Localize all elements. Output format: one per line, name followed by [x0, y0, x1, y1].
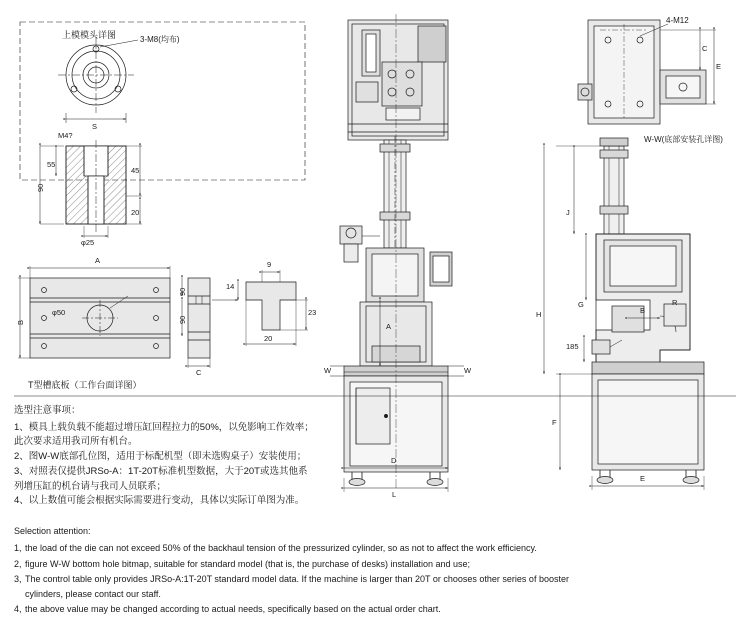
note-cn-1: 1、模具上载负载不能超过增压缸回程拉力的50%，以免影响工作效率；此次要求适用我司所有机台。 [14, 421, 314, 448]
note-en-1-num: 1, [14, 543, 22, 554]
dim-h-side: H [536, 310, 542, 319]
notes-english-title: Selection attention: [14, 526, 91, 536]
top-die-section-view [40, 140, 142, 238]
side-view-machine [544, 138, 704, 490]
dim-90: 90 [36, 183, 45, 192]
dim-r: R [672, 298, 678, 307]
dim-s: S [92, 122, 98, 131]
note-en-2-text: figure W-W bottom hole bitmap, suitable for standard model (that is, the purchase of desks) installation and use; [25, 558, 471, 569]
dim-9: 9 [267, 260, 272, 269]
top-die-top-view [58, 37, 138, 123]
note-en-1-text: the load of the die can not exceed 50% of the backhaul tension of the pressurized cylinder, so as not to affect the work efficiency. [25, 543, 537, 554]
note-en-4-text: the above value may be changed according to actual needs, specifically based on the actual order chart. [25, 603, 441, 614]
dim-thread: M4? [58, 131, 73, 140]
top-die-hole-note: 3-M8(均布) [140, 35, 180, 44]
notes-chinese [14, 404, 314, 509]
dim-w-left: W [324, 366, 332, 375]
dim-c-plate: C [196, 368, 202, 377]
dim-23: 23 [308, 308, 317, 317]
dim-l: L [392, 490, 397, 499]
dim-185: 185 [566, 342, 579, 351]
dim-90-a: 90 [178, 315, 187, 324]
note-en-4-num: 4, [14, 603, 22, 614]
note-en-3 [14, 572, 574, 601]
dim-dia25: φ25 [81, 238, 95, 247]
t-slot-plate-side-view [182, 278, 238, 368]
dim-f: F [552, 418, 557, 427]
dim-b-plate: B [16, 319, 25, 325]
top-die-detail-title: 上模模头详图 [62, 30, 117, 40]
notes-chinese-title: 选型注意事项： [14, 405, 81, 416]
dim-a-plate: A [95, 256, 101, 265]
dim-dia50: φ50 [52, 308, 66, 317]
dim-j: J [566, 208, 570, 217]
t-slot-enlarged-detail [238, 270, 308, 346]
dim-b-side: B [640, 306, 646, 315]
t-slot-plate-title: T型槽底板（工作台面详图） [28, 380, 142, 390]
note-en-4 [14, 602, 574, 616]
dim-w-right: W [464, 366, 472, 375]
dim-55: 55 [47, 160, 56, 169]
note-en-2-num: 2, [14, 558, 22, 569]
front-view-machine [330, 14, 464, 492]
dim-90-b: 90 [178, 287, 187, 296]
dim-g: G [578, 300, 584, 309]
ww-detail-title: W-W(底部安装孔详图) [644, 135, 723, 144]
note-en-3-text: The control table only provides JRSo-A:1T-20T standard model data. If the machine is larger than 20T or chooses other series of booster cylinders, please contact our staff. [25, 574, 569, 599]
dim-a-front: A [386, 322, 392, 331]
dim-14: 14 [226, 282, 235, 291]
note-en-3-num: 3, [14, 574, 22, 585]
ww-bottom-hole-detail [578, 20, 716, 124]
notes-english [14, 524, 574, 617]
dim-20-slot: 20 [264, 334, 273, 343]
dim-c-ww: C [702, 44, 708, 53]
dim-20: 20 [131, 208, 140, 217]
dim-4m12: 4-M12 [666, 16, 689, 25]
dim-d: D [391, 456, 397, 465]
t-slot-plate-top-view [18, 266, 170, 358]
note-cn-4: 4、以上数值可能会根据实际需要进行变动，具体以实际订单图为准。 [14, 495, 305, 507]
dim-45: 45 [131, 166, 140, 175]
note-en-2 [14, 557, 574, 571]
dim-e-ww: E [716, 62, 722, 71]
dim-e-side: E [640, 474, 646, 483]
note-cn-3: 3、对照表仅提供JRSo-A：1T-20T标准机型数据，大于20T或选其他系列增压缸的机台请与我司人员联系； [14, 465, 308, 492]
note-en-1 [14, 541, 574, 555]
note-cn-2: 2、图W-W底部孔位图，适用于标配机型（即未选购桌子）安装使用； [14, 451, 307, 463]
